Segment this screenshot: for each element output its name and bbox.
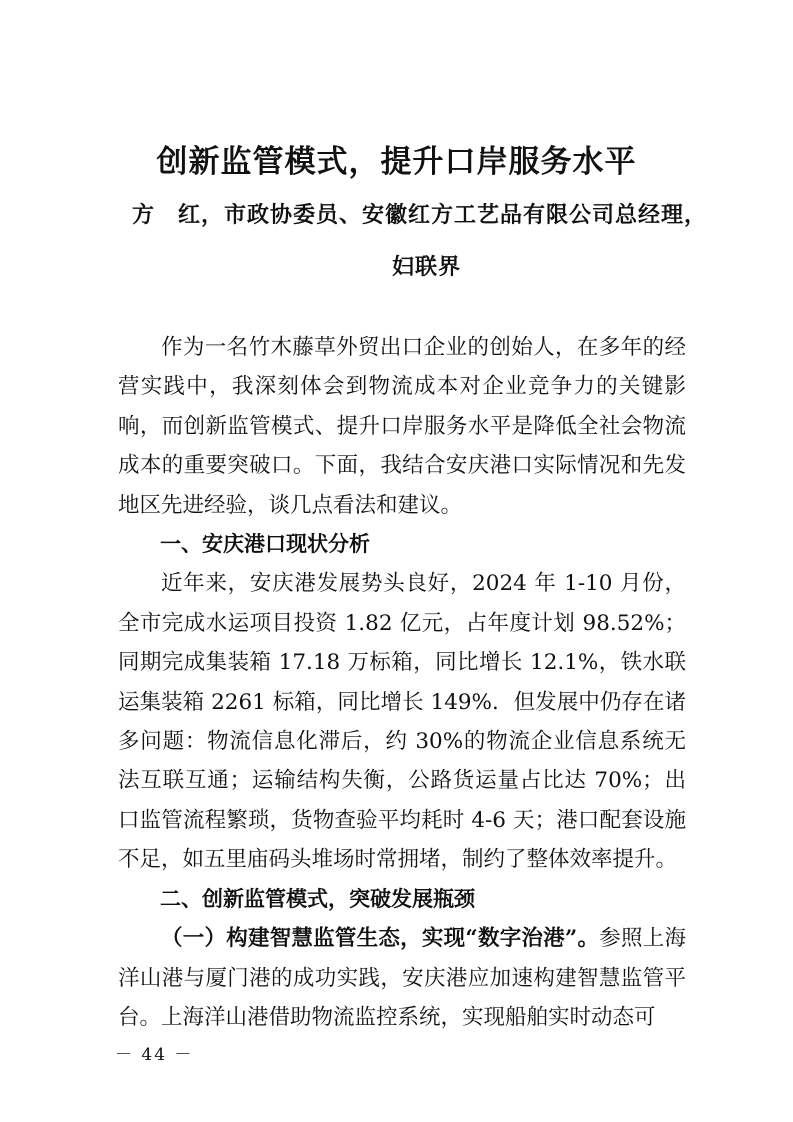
paragraph-intro: 作为一名竹木藤草外贸出口企业的创始人，在多年的经营实践中，我深刻体会到物流成本对企业竞争力的关键影响，而创新监管模式、提升口岸服务水平是降低全社会物流成本的重要突破口。下面，我结合安庆港口实际情况和先发地区先进经验，谈几点看法和建议。 <box>118 335 686 518</box>
author-sector: 妇联界 <box>391 254 461 280</box>
paragraph-status: 近年来，安庆港发展势头良好，2024 年 1-10 月份，全市完成水运项目投资 1.82 亿元，占年度计划 98.52%；同期完成集装箱 17.18 万标箱，同比增长 12.1%，铁水联运集装箱 2261 标箱，同比增长 149%．但发展中仍存在诸多问题：物流信息化滞后，约 30%的物流企业信息系统无法互联互通；运输结构失衡，公路货运量占比达 70%；出口监管流程繁琐，货物查验平均耗时 4-6 天；港口配套设施不足，如五里庙码头堆场时常拥堵，制约了整体效率提升。 <box>118 571 686 873</box>
section-heading-1: 一、安庆港口现状分析 <box>160 532 370 557</box>
document-title: 创新监管模式，提升口岸服务水平 <box>156 144 637 180</box>
author-line: 方 红，市政协委员、安徽红方工艺品有限公司总经理， <box>132 202 708 228</box>
document-body <box>118 328 686 1037</box>
subsection-heading-1: （一）构建智慧监管生态，实现“数字治港”。 <box>161 926 600 952</box>
paragraph-smart-supervision <box>118 919 686 1037</box>
page-number: － 44 － <box>115 1045 194 1065</box>
paragraph-smart-supervision-text: 参照上海洋山港与厦门港的成功实践，安庆港应加速构建智慧监管平台。上海洋山港借助物流监控系统，实现船舶实时动态可 <box>118 926 686 1030</box>
section-heading-2: 二、创新监管模式，突破发展瓶颈 <box>160 886 475 911</box>
